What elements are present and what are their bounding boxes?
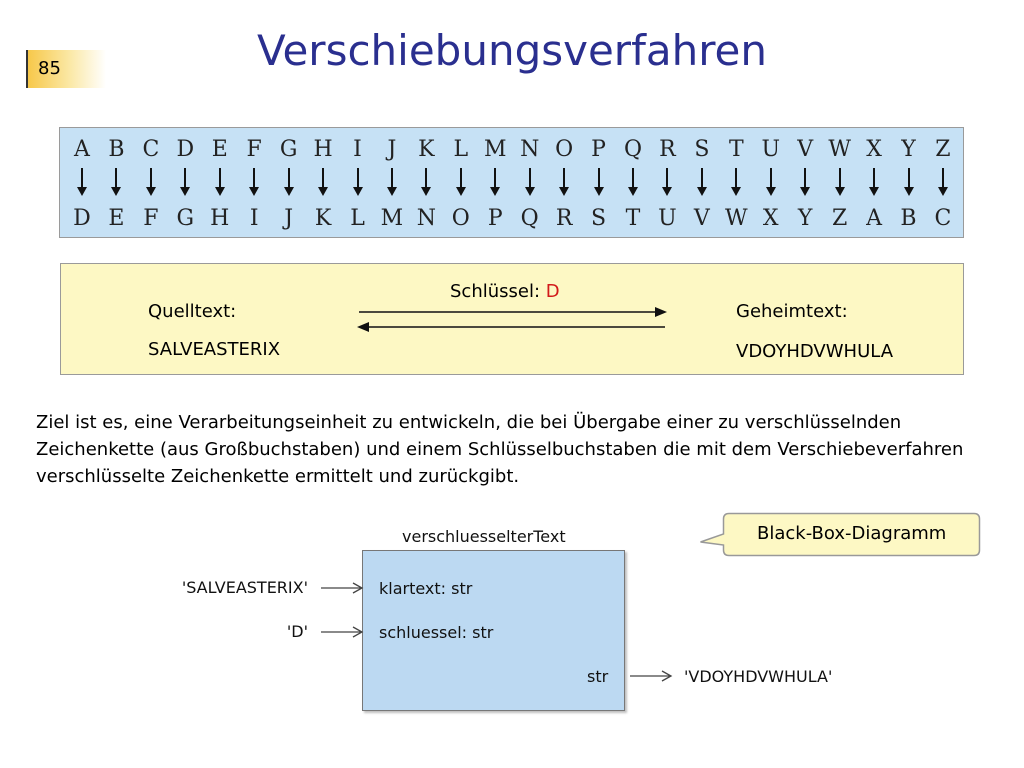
cipher-letter: H xyxy=(210,206,230,231)
cipher-letter: S xyxy=(591,206,607,231)
down-arrow-icon xyxy=(587,168,611,198)
down-arrow-icon xyxy=(104,168,128,198)
down-arrow-icon xyxy=(690,168,714,198)
input2-value: 'D' xyxy=(286,622,308,641)
key-label-line xyxy=(450,281,560,302)
cipher-letter: Q xyxy=(520,206,539,231)
alphabet-mapping-table xyxy=(59,127,964,238)
plain-letter: Y xyxy=(901,137,916,162)
blackbox-title: verschluesselterText xyxy=(402,527,566,546)
plain-letter: M xyxy=(483,137,507,162)
input1-arrow xyxy=(321,580,367,596)
output-type: str xyxy=(587,667,609,686)
down-arrow-icon xyxy=(862,168,886,198)
down-arrow-icon xyxy=(793,168,817,198)
plain-letter: F xyxy=(246,137,262,162)
key-label: Schlüssel: xyxy=(450,281,546,302)
down-arrow-icon xyxy=(346,168,370,198)
cipher-letter: F xyxy=(143,206,159,231)
cipher-letter: K xyxy=(314,206,332,231)
output-value: 'VDOYHDVWHULA' xyxy=(684,667,833,686)
plain-letter: W xyxy=(828,137,851,162)
plain-letter: C xyxy=(142,137,160,162)
down-arrow-icon xyxy=(208,168,232,198)
down-arrow-icon xyxy=(483,168,507,198)
plain-letter: S xyxy=(694,137,710,162)
cipher-label: Geheimtext: xyxy=(736,301,848,322)
down-arrow-icon xyxy=(621,168,645,198)
mapping-arrows xyxy=(70,168,955,198)
down-arrow-icon xyxy=(449,168,473,198)
down-arrow-icon xyxy=(380,168,404,198)
input2-parameter: schluessel: str xyxy=(379,623,494,642)
down-arrow-icon xyxy=(70,168,94,198)
plain-letter: B xyxy=(108,137,125,162)
down-arrow-icon xyxy=(414,168,438,198)
callout-label: Black-Box-Diagramm xyxy=(757,523,947,544)
cipher-letter: M xyxy=(380,206,404,231)
plain-letter: X xyxy=(866,137,882,162)
plain-letter: H xyxy=(313,137,333,162)
encrypt-decrypt-arrows xyxy=(357,304,669,334)
slide-number: 85 xyxy=(38,58,61,79)
plain-letter: T xyxy=(728,137,744,162)
down-arrow-icon xyxy=(311,168,335,198)
page-title: Verschiebungsverfahren xyxy=(256,26,768,75)
plain-letter: K xyxy=(418,137,435,162)
plain-letter: U xyxy=(761,137,781,162)
plain-letter: R xyxy=(659,137,676,162)
cipher-letter: C xyxy=(934,206,952,231)
down-arrow-icon xyxy=(931,168,955,198)
task-description: Ziel ist es, eine Verarbeitungseinheit zu entwickeln, die bei Übergabe einer zu verschlüsselnden Zeichenkette (aus Großbuchstaben) und einem Schlüsselbuchstaben die mit dem Verschiebeverfahren verschlüsselte Zeichenkette ermittelt und zurückgibt. xyxy=(36,412,964,487)
cipher-letter: A xyxy=(866,206,882,231)
cipher-letter: Y xyxy=(797,206,813,231)
cipher-letter: D xyxy=(73,206,91,231)
cipher-letter: J xyxy=(284,206,294,231)
down-arrow-icon xyxy=(655,168,679,198)
plain-letter: Q xyxy=(623,137,643,162)
cipher-letter: Z xyxy=(831,206,848,231)
cipher-letter: U xyxy=(658,206,677,231)
source-label: Quelltext: xyxy=(148,301,237,322)
input1-value: 'SALVEASTERIX' xyxy=(181,578,308,597)
down-arrow-icon xyxy=(518,168,542,198)
cipher-letter: R xyxy=(555,206,573,231)
down-arrow-icon xyxy=(242,168,266,198)
cipher-letter: I xyxy=(249,206,259,231)
plain-letter: V xyxy=(797,137,814,162)
cipher-letter: G xyxy=(176,206,195,231)
plain-letter: L xyxy=(453,137,469,162)
down-arrow-icon xyxy=(139,168,163,198)
down-arrow-icon xyxy=(828,168,852,198)
cipher-letter: W xyxy=(725,206,748,231)
down-arrow-icon xyxy=(897,168,921,198)
key-exchange-panel xyxy=(60,263,964,375)
cipher-letter: T xyxy=(625,206,641,231)
down-arrow-icon xyxy=(173,168,197,198)
plain-letter: O xyxy=(555,137,574,162)
cipher-letter: X xyxy=(762,206,779,231)
plain-letter: Z xyxy=(935,137,951,162)
cipher-letter: N xyxy=(416,206,436,231)
plain-letter: I xyxy=(353,137,362,162)
plain-letter: J xyxy=(387,137,397,162)
cipher-letter: E xyxy=(108,206,125,231)
down-arrow-icon xyxy=(277,168,301,198)
source-value: SALVEASTERIX xyxy=(148,339,281,360)
cipher-letter: O xyxy=(451,206,470,231)
cipher-letter: B xyxy=(900,206,917,231)
black-box-callout xyxy=(699,512,981,557)
input1-parameter: klartext: str xyxy=(379,579,473,598)
plain-alphabet-row xyxy=(70,137,955,162)
cipher-alphabet-row xyxy=(70,206,955,231)
output-arrow xyxy=(630,668,676,684)
plain-letter: P xyxy=(591,137,606,162)
blackbox-module xyxy=(362,550,625,711)
plain-letter: A xyxy=(74,137,90,162)
down-arrow-icon xyxy=(552,168,576,198)
input2-arrow xyxy=(321,624,367,640)
cipher-value: VDOYHDVWHULA xyxy=(736,341,894,362)
plain-letter: D xyxy=(176,137,195,162)
cipher-letter: V xyxy=(693,206,710,231)
key-value: D xyxy=(545,281,560,302)
down-arrow-icon xyxy=(759,168,783,198)
cipher-letter: L xyxy=(350,206,365,231)
plain-letter: N xyxy=(520,137,540,162)
plain-letter: G xyxy=(279,137,298,162)
cipher-letter: P xyxy=(487,206,503,231)
down-arrow-icon xyxy=(724,168,748,198)
plain-letter: E xyxy=(211,137,228,162)
